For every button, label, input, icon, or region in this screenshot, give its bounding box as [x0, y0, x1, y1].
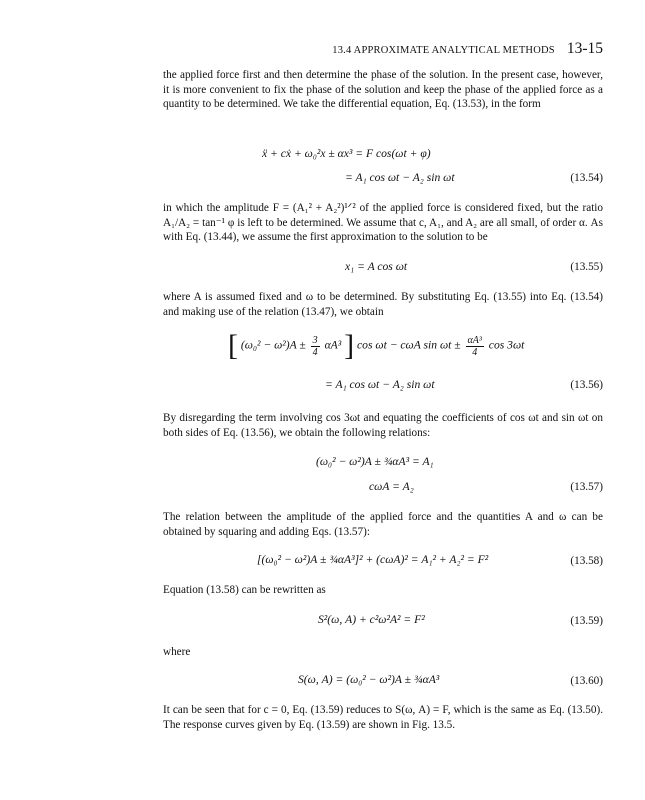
- right-bracket: ]: [344, 329, 355, 362]
- paragraph-7: where: [163, 646, 191, 658]
- eq56-term-c: cos ωt − cωA sin ωt ±: [357, 338, 461, 352]
- equation-number-13-56: (13.56): [570, 379, 603, 391]
- eq56-fraction-2: [466, 335, 484, 358]
- paragraph-4: By disregarding the term involving cos 3ωt and equating the coefficients of cos ωt and sin ωt on both sides of Eq. (13.56), we obtain the following relations:: [163, 412, 603, 439]
- equation-13-57-line-1: (ω₀² − ω²)A ± ¾αA³ = A₁: [316, 455, 434, 468]
- paragraph-2: in which the amplitude F = (A₁² + A₂²)¹ᐟ² of the applied force is considered fixed, but the ratio A₁/A₂ = tan⁻¹ φ is left to be determined. We assume that c, A₁, and A₂ are all small, of order α. As with Eq. (13.44), we assume the first approximation to the solution to be: [163, 202, 603, 244]
- eq56-term-a: (ω₀² − ω²)A ±: [240, 338, 306, 352]
- eq56-term-b: αA³: [324, 338, 342, 352]
- eq56-term-d: cos 3ωt: [488, 338, 525, 352]
- running-header: [332, 40, 603, 58]
- fraction-2-numerator: αA³: [467, 334, 482, 346]
- equation-number-13-54: (13.54): [570, 172, 603, 184]
- equation-13-56-line-1: [228, 331, 524, 361]
- fraction-2-denominator: 4: [472, 346, 478, 358]
- paragraph-1: the applied force first and then determine the phase of the solution. In the present case, however, it is more convenient to fix the phase of the solution and keep the phase of the applied force as a quantity to be determined. We take the differential equation, Eq. (13.53), in the form: [163, 69, 603, 111]
- paragraph-3: where A is assumed fixed and ω to be determined. By substituting Eq. (13.55) into Eq. (13.54) and making use of the relation (13.47), we obtain: [163, 291, 603, 318]
- equation-13-54-line-2: = A₁ cos ωt − A₂ sin ωt: [345, 171, 455, 184]
- equation-number-13-59: (13.59): [570, 615, 603, 627]
- equation-13-60: S(ω, A) = (ω₀² − ω²)A ± ¾αA³: [298, 673, 440, 686]
- page-number: 13-15: [566, 40, 603, 57]
- equation-number-13-57: (13.57): [570, 481, 603, 493]
- paragraph-6: Equation (13.58) can be rewritten as: [163, 584, 326, 596]
- equation-13-59: S²(ω, A) + c²ω²A² = F²: [318, 613, 425, 626]
- equation-13-57-line-2: cωA = A₂: [369, 480, 414, 493]
- fraction-1-denominator: 4: [312, 346, 318, 358]
- equation-number-13-60: (13.60): [570, 675, 603, 687]
- left-bracket: [: [228, 329, 238, 362]
- paragraph-8: It can be seen that for c = 0, Eq. (13.59) reduces to S(ω, A) = F, which is the same as Eq. (13.50). The response curves given by Eq. (13.59) are shown in Fig. 13.5.: [163, 704, 603, 731]
- equation-13-58: [(ω₀² − ω²)A ± ¾αA³]² + (cωA)² = A₁² + A₂² = F²: [257, 553, 489, 566]
- eq56-fraction-1: [311, 335, 320, 358]
- section-title: 13.4 APPROXIMATE ANALYTICAL METHODS: [332, 45, 555, 56]
- equation-13-54-line-1: ẍ + cẋ + ω₀²x ± αx³ = F cos(ωt + φ): [262, 147, 431, 160]
- equation-number-13-55: (13.55): [570, 261, 603, 273]
- paragraph-5: The relation between the amplitude of the applied force and the quantities A and ω can be obtained by squaring and adding Eqs. (13.57):: [163, 511, 603, 538]
- fraction-1-numerator: 3: [312, 334, 318, 346]
- equation-13-55: x₁ = A cos ωt: [345, 260, 408, 273]
- equation-13-56-line-2: = A₁ cos ωt − A₂ sin ωt: [325, 378, 435, 391]
- equation-number-13-58: (13.58): [570, 555, 603, 567]
